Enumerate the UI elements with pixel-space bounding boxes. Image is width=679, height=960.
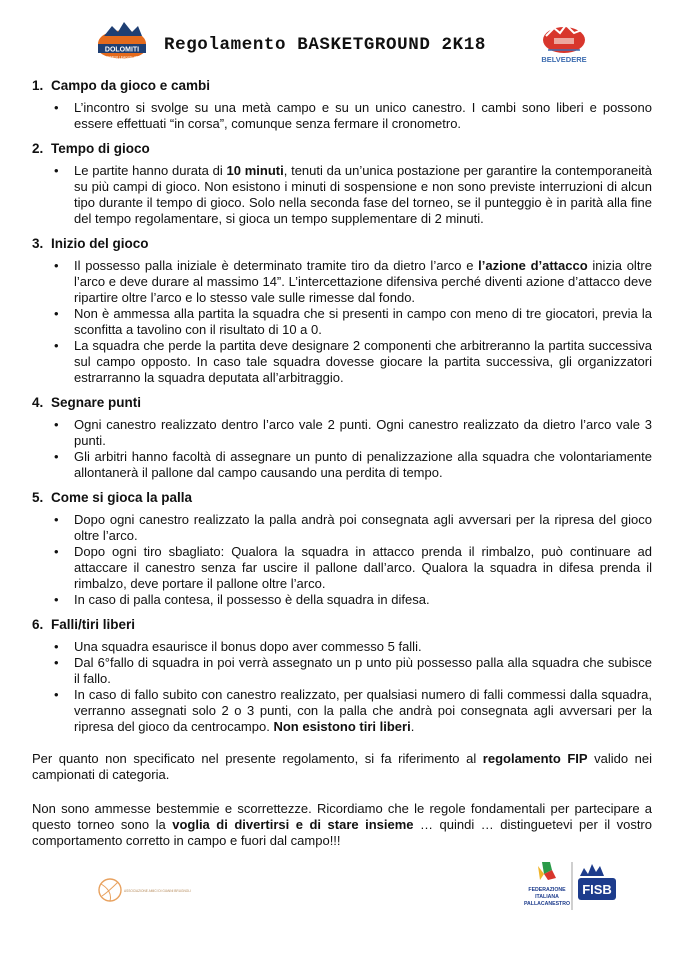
bold-text: Non esistono tiri liberi (273, 719, 411, 734)
bullet-list (32, 258, 652, 386)
section-heading (32, 490, 652, 506)
section-number: 1. (32, 78, 44, 93)
bullet-icon: • (54, 592, 59, 607)
text-run: La squadra che perde la partita deve designare 2 componenti che arbitreranno la partita successiva sul campo opposto. In caso tale squadra dovesse giocare la partita successiva, gli organizzatori estrarranno la squadra deputata all’arbitraggio. (74, 338, 652, 385)
section-title: Come si gioca la palla (51, 490, 193, 505)
bullet-list (32, 639, 652, 735)
list-item (32, 512, 652, 544)
section-number: 6. (32, 617, 44, 632)
bullet-icon: • (54, 417, 59, 432)
section-title: Campo da gioco e cambi (51, 78, 211, 93)
list-item (32, 163, 652, 227)
bullet-icon: • (54, 338, 59, 353)
text-run: inizia oltre l’arco e deve durare al massimo 14”. L’intercettazione difensiva perché diventi azione d’attacco deve ripartire oltre l’arco e lo stesso vale sulle rimesse dal fondo. (74, 258, 652, 305)
bullet-icon: • (54, 687, 59, 702)
list-item (32, 687, 652, 735)
rule-section (32, 490, 652, 608)
section-number: 4. (32, 395, 44, 410)
list-item (32, 306, 652, 338)
list-item (32, 417, 652, 449)
list-item (32, 449, 652, 481)
fip-fisb-logo (522, 858, 620, 914)
bullet-list (32, 512, 652, 608)
text-run: Per quanto non specificato nel presente regolamento, si fa riferimento al (32, 751, 483, 766)
text-run: L’incontro si svolge su una metà campo e su un unico canestro. I cambi sono liberi e possono essere effettuati “in corsa”, comunque senza fermare il cronometro. (74, 100, 652, 131)
section-title: Tempo di gioco (51, 141, 150, 156)
rule-section (32, 141, 652, 227)
section-heading (32, 141, 652, 157)
text-run: Dopo ogni tiro sbagliato: Qualora la squadra in attacco prenda il rimbalzo, può continuare ad attaccare il canestro senza far uscire il pallone dall’arco. Qualora la squadra in difesa prenda il rimbalzo, deve portare il pallone oltre l’arco. (74, 544, 652, 591)
bullet-icon: • (54, 449, 59, 464)
rule-section (32, 236, 652, 386)
bullet-icon: • (54, 544, 59, 559)
text-run: Non sono ammesse bestemmie e scorrettezze. Ricordiamo che le regole fondamentali per partecipare a questo torneo sono la (32, 801, 652, 832)
association-logo (96, 872, 191, 908)
list-item (32, 100, 652, 132)
text-run: … quindi … distinguetevi per il vostro comportamento corretto in campo e fuori dal campo!!! (32, 817, 652, 848)
section-number: 5. (32, 490, 44, 505)
section-number: 2. (32, 141, 44, 156)
list-item (32, 639, 652, 655)
section-title: Segnare punti (51, 395, 142, 410)
bullet-list (32, 417, 652, 481)
text-run: Il possesso palla iniziale è determinato tramite tiro da dietro l’arco e (74, 258, 479, 273)
text-run: Una squadra esaurisce il bonus dopo aver commesso 5 falli. (74, 639, 422, 654)
fisb-badge-text: FISB (582, 882, 612, 897)
text-run: , tenuti da un’unica postazione per garantire la contemporaneità su più campi di gioco. Non esistono i minuti di sospensione e non sono previste interruzioni di alcun tipo durante il tempo di gioco. Solo nella seconda fase del torneo, se il punteggio è in parità alla fine del tempo regolamentare, si gioca un tempo supplementare di 2 minuti. (74, 163, 652, 226)
belvedere-logo (536, 20, 592, 72)
text-run: In caso di fallo subito con canestro realizzato, per qualsiasi numero di falli commessi dalla squadra, verranno assegnati solo 2 o 3 punti, con la palla che andrà poi consegnata agli avversari per la ripresa del gioco da centrocampo. (74, 687, 652, 734)
bullet-icon: • (54, 258, 59, 273)
section-heading (32, 236, 652, 252)
belvedere-logo-text: BELVEDERE (541, 55, 587, 64)
association-logo-text: ASSOCIAZIONE AMICI DI GIANNI BRUGNOLI (124, 889, 191, 893)
bullet-icon: • (54, 100, 59, 115)
text-run: Non è ammessa alla partita la squadra che si presenti in campo con meno di tre giocatori, previa la sconfitta a tavolino con il risultato di 10 a 0. (74, 306, 652, 337)
section-heading (32, 617, 652, 633)
list-item (32, 544, 652, 592)
section-title: Falli/tiri liberi (51, 617, 136, 632)
list-item (32, 338, 652, 386)
bold-text: l’azione d’attacco (478, 258, 588, 273)
rule-section (32, 78, 652, 132)
section-title: Inizio del gioco (51, 236, 149, 251)
fip-line-2: ITALIANA (535, 894, 559, 900)
section-number: 3. (32, 236, 44, 251)
text-run: Ogni canestro realizzato dentro l’arco vale 2 punti. Ogni canestro realizzato da dietro l’arco vale 3 punti. (74, 417, 652, 448)
dolomiti-logo (92, 14, 152, 70)
bullet-icon: • (54, 512, 59, 527)
text-run: Dopo ogni canestro realizzato la palla andrà poi consegnata agli avversari per la ripresa del gioco oltre l’arco. (74, 512, 652, 543)
dolomiti-logo-text: DOLOMITI (104, 46, 140, 54)
bullet-icon: • (54, 639, 59, 654)
bullet-icon: • (54, 655, 59, 670)
fip-line-3: PALLACANESTRO (523, 901, 571, 907)
fip-line-1: FEDERAZIONE (528, 887, 566, 893)
text-run: In caso di palla contesa, il possesso è della squadra in difesa. (74, 592, 430, 607)
dolomiti-logo-subtext: SUMMER LEAGUE 2018 (102, 55, 142, 60)
bold-text: 10 minuti (226, 163, 284, 178)
bold-text: regolamento FIP (482, 751, 588, 766)
bullet-list (32, 100, 652, 132)
closing-paragraph (32, 751, 652, 783)
section-heading (32, 395, 652, 411)
bullet-list (32, 163, 652, 227)
list-item (32, 655, 652, 687)
text-run: Le partite hanno durata di (74, 163, 227, 178)
section-heading (32, 78, 652, 94)
text-run: Gli arbitri hanno facoltà di assegnare un punto di penalizzazione alla squadra che volontariamente allontanerà il pallone dal campo causando una perdita di tempo. (74, 449, 652, 480)
page-title: Regolamento BASKETGROUND 2K18 (164, 35, 486, 55)
closing-paragraph (32, 801, 652, 849)
text-run: valido nei campionati di categoria. (32, 751, 653, 782)
rules-content (32, 78, 652, 849)
bullet-icon: • (54, 163, 59, 178)
bullet-icon: • (54, 306, 59, 321)
list-item (32, 592, 652, 608)
text-run: . (410, 719, 415, 734)
list-item (32, 258, 652, 306)
rule-section (32, 617, 652, 735)
text-run: Dal 6°fallo di squadra in poi verrà assegnato un p unto più possesso palla alla squadra che subisce il fallo. (74, 655, 652, 686)
rule-section (32, 395, 652, 481)
bold-text: voglia di divertirsi e di stare insieme (172, 817, 414, 832)
